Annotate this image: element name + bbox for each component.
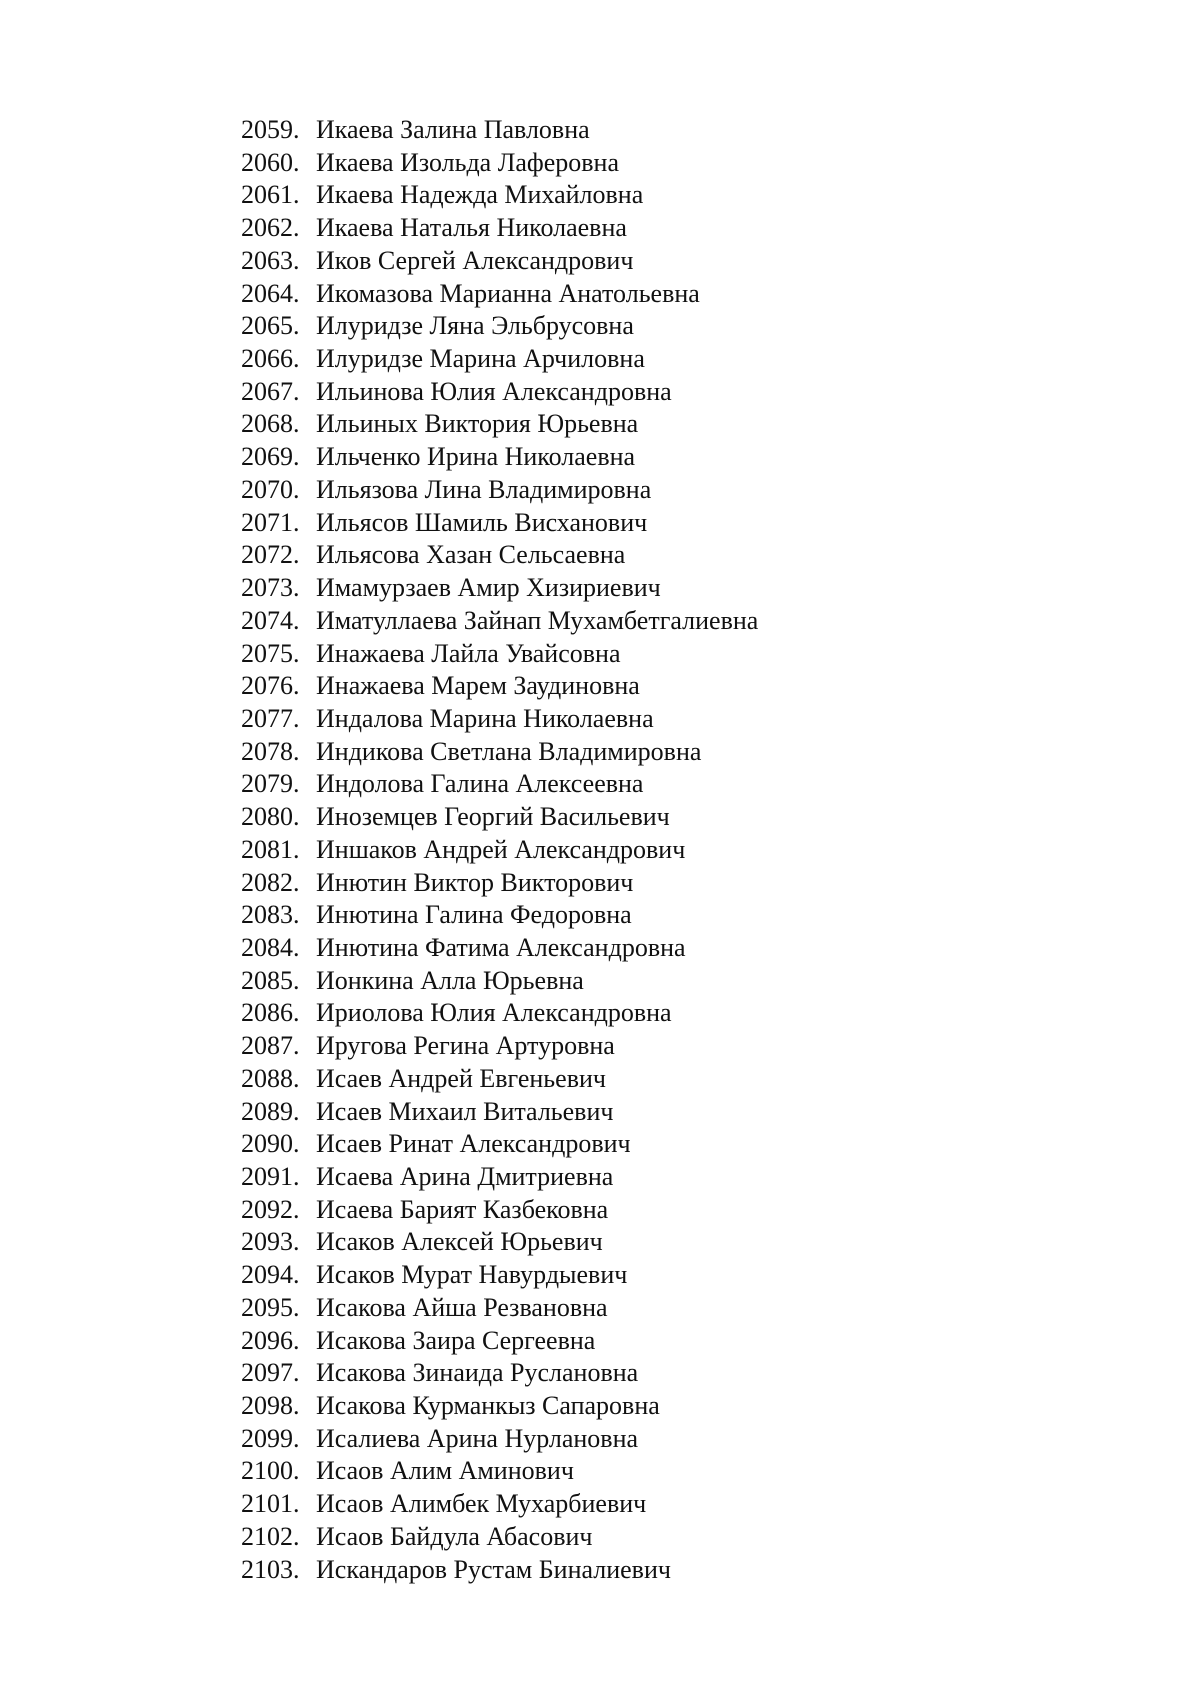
list-item (241, 801, 758, 834)
entry-name: Ильиных Виктория Юрьевна (316, 409, 639, 439)
list-item (241, 768, 758, 801)
entry-number: 2072. (241, 540, 300, 570)
entry-name: Инажаева Марем Заудиновна (316, 671, 640, 701)
entry-name: Иншаков Андрей Александрович (316, 834, 686, 864)
entry-name: Исакова Курманкыз Сапаровна (316, 1391, 660, 1421)
list-item (241, 1292, 758, 1325)
entry-name: Ионкина Алла Юрьевна (316, 965, 584, 995)
list-item (241, 1325, 758, 1358)
entry-name: Искандаров Рустам Биналиевич (316, 1554, 671, 1584)
list-item (241, 703, 758, 736)
entry-number: 2060. (241, 147, 300, 177)
entry-number: 2099. (241, 1423, 300, 1453)
list-item (241, 507, 758, 540)
entry-name: Исаов Алим Аминович (316, 1456, 574, 1486)
list-item (241, 1390, 758, 1423)
entry-name: Исаев Ринат Александрович (316, 1129, 631, 1159)
list-item (241, 1226, 758, 1259)
entry-number: 2069. (241, 442, 300, 472)
entry-name: Ильязова Лина Владимировна (316, 474, 652, 504)
entry-number: 2059. (241, 115, 300, 144)
entry-number: 2061. (241, 180, 300, 210)
entry-number: 2093. (241, 1227, 300, 1257)
list-item (241, 899, 758, 932)
list-item (241, 670, 758, 703)
list-item (241, 408, 758, 441)
entry-number: 2100. (241, 1456, 300, 1486)
entry-name: Икаева Изольда Лаферовна (316, 147, 620, 177)
entry-number: 2094. (241, 1260, 300, 1290)
entry-number: 2087. (241, 1031, 300, 1061)
entry-name: Ильясов Шамиль Висханович (316, 507, 648, 537)
entry-number: 2064. (241, 278, 300, 308)
entry-name: Илуридзе Марина Арчиловна (316, 344, 645, 374)
entry-number: 2082. (241, 867, 300, 897)
list-item (241, 1521, 758, 1554)
entry-number: 2090. (241, 1129, 300, 1159)
list-item (241, 1423, 758, 1456)
entry-name: Икомазова Марианна Анатольевна (316, 278, 700, 308)
entry-name: Исаков Алексей Юрьевич (316, 1227, 603, 1257)
entry-number: 2103. (241, 1554, 300, 1584)
entry-number: 2073. (241, 573, 300, 603)
entry-number: 2075. (241, 638, 300, 668)
entry-name: Инютина Фатима Александровна (316, 932, 686, 962)
entry-name: Исаев Михаил Витальевич (316, 1096, 614, 1126)
entry-number: 2096. (241, 1325, 300, 1355)
entry-number: 2084. (241, 932, 300, 962)
list-item (241, 343, 758, 376)
list-item (241, 278, 758, 311)
entry-name: Исаев Андрей Евгеньевич (316, 1063, 606, 1093)
list-item (241, 441, 758, 474)
entry-name: Иноземцев Георгий Васильевич (316, 802, 670, 832)
list-item (241, 1554, 758, 1587)
entry-name: Ильинова Юлия Александровна (316, 376, 672, 406)
list-item (241, 1455, 758, 1488)
entry-number: 2065. (241, 311, 300, 341)
list-item (241, 1194, 758, 1227)
name-list (241, 114, 758, 1586)
entry-number: 2095. (241, 1292, 300, 1322)
list-item (241, 376, 758, 409)
list-item (241, 1063, 758, 1096)
entry-number: 2081. (241, 834, 300, 864)
entry-name: Ириолова Юлия Александровна (316, 998, 672, 1028)
list-item (241, 245, 758, 278)
entry-name: Иматуллаева Зайнап Мухамбетгалиевна (316, 605, 759, 635)
entry-name: Иругова Регина Артуровна (316, 1031, 615, 1061)
entry-number: 2062. (241, 213, 300, 243)
entry-number: 2076. (241, 671, 300, 701)
entry-name: Исаева Арина Дмитриевна (316, 1162, 614, 1191)
list-item (241, 1357, 758, 1390)
list-item (241, 965, 758, 998)
entry-number: 2071. (241, 507, 300, 537)
entry-name: Иков Сергей Александрович (316, 245, 634, 275)
entry-number: 2074. (241, 605, 300, 635)
entry-number: 2088. (241, 1063, 300, 1093)
entry-name: Инютина Галина Федоровна (316, 900, 632, 930)
list-item (241, 932, 758, 965)
entry-name: Индикова Светлана Владимировна (316, 736, 702, 766)
list-item (241, 605, 758, 638)
list-item (241, 147, 758, 180)
entry-number: 2091. (241, 1162, 300, 1191)
list-item (241, 310, 758, 343)
entry-number: 2089. (241, 1096, 300, 1126)
entry-name: Икаева Наталья Николаевна (316, 213, 627, 243)
list-item (241, 638, 758, 671)
list-item (241, 867, 758, 900)
entry-name: Индолова Галина Алексеевна (316, 769, 644, 799)
list-item (241, 834, 758, 867)
entry-number: 2085. (241, 965, 300, 995)
entry-name: Исаов Байдула Абасович (316, 1521, 593, 1551)
entry-name: Исакова Айша Резвановна (316, 1292, 608, 1322)
entry-name: Ильченко Ирина Николаевна (316, 442, 636, 472)
list-item (241, 212, 758, 245)
entry-number: 2079. (241, 769, 300, 799)
list-item (241, 1488, 758, 1521)
list-item (241, 997, 758, 1030)
entry-name: Илуридзе Ляна Эльбрусовна (316, 311, 634, 341)
entry-name: Исаов Алимбек Мухарбиевич (316, 1489, 647, 1519)
entry-name: Имамурзаев Амир Хизириевич (316, 573, 661, 603)
entry-number: 2097. (241, 1358, 300, 1388)
list-item (241, 114, 758, 147)
entry-name: Исалиева Арина Нурлановна (316, 1423, 639, 1453)
entry-name: Икаева Залина Павловна (316, 115, 590, 144)
entry-name: Индалова Марина Николаевна (316, 703, 654, 733)
entry-name: Исакова Зинаида Руслановна (316, 1358, 639, 1388)
entry-number: 2101. (241, 1489, 300, 1519)
list-item (241, 474, 758, 507)
entry-name: Инютин Виктор Викторович (316, 867, 634, 897)
entry-number: 2070. (241, 474, 300, 504)
list-item (241, 736, 758, 769)
list-item (241, 1030, 758, 1063)
entry-number: 2063. (241, 245, 300, 275)
entry-number: 2092. (241, 1194, 300, 1224)
list-item (241, 572, 758, 605)
entry-number: 2086. (241, 998, 300, 1028)
entry-number: 2083. (241, 900, 300, 930)
entry-name: Ильясова Хазан Сельсаевна (316, 540, 626, 570)
entry-name: Исакова Заира Сергеевна (316, 1325, 596, 1355)
entry-number: 2102. (241, 1521, 300, 1551)
entry-name: Исаков Мурат Навурдыевич (316, 1260, 628, 1290)
entry-number: 2080. (241, 802, 300, 832)
entry-number: 2098. (241, 1391, 300, 1421)
list-item (241, 1161, 758, 1194)
list-item (241, 1096, 758, 1129)
list-item (241, 1259, 758, 1292)
list-item (241, 1128, 758, 1161)
entry-number: 2066. (241, 344, 300, 374)
entry-name: Икаева Надежда Михайловна (316, 180, 644, 210)
entry-number: 2067. (241, 376, 300, 406)
list-item (241, 539, 758, 572)
entry-number: 2077. (241, 703, 300, 733)
entry-name: Инажаева Лайла Увайсовна (316, 638, 621, 668)
entry-number: 2078. (241, 736, 300, 766)
entry-number: 2068. (241, 409, 300, 439)
entry-name: Исаева Барият Казбековна (316, 1194, 609, 1224)
list-item (241, 179, 758, 212)
